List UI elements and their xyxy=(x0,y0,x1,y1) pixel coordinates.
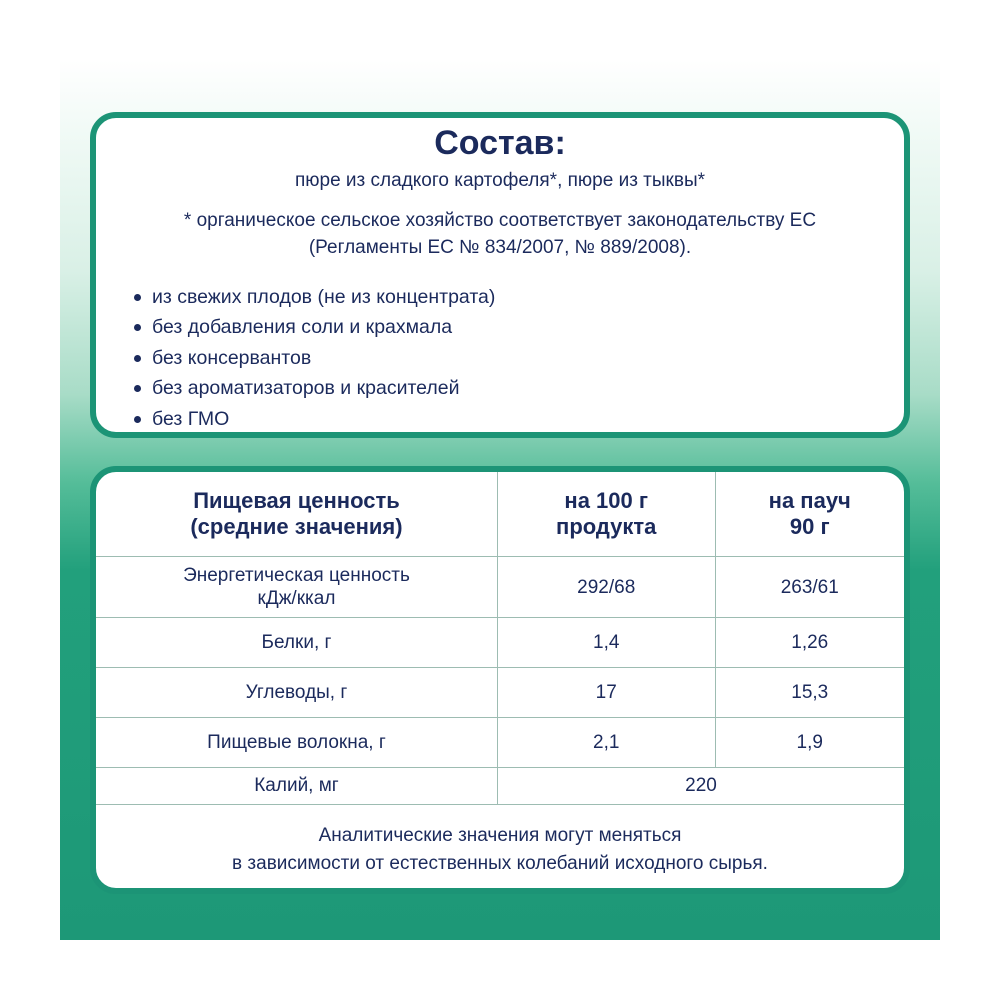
table-footer-line xyxy=(96,805,904,806)
feature-list xyxy=(134,282,495,435)
row-label: Калий, мг xyxy=(96,768,497,805)
bullet-icon xyxy=(134,416,141,423)
list-item: без консервантов xyxy=(134,343,495,374)
header-per-100g: на 100 г продукта xyxy=(497,472,715,557)
list-item: из свежих плодов (не из концентрата) xyxy=(134,282,495,313)
row-label: Белки, г xyxy=(96,618,497,668)
row-label: Энергетическая ценность кДж/ккал xyxy=(96,557,497,618)
table-row xyxy=(96,557,904,618)
value-per-100g: 17 xyxy=(497,668,715,718)
value-per-pouch: 1,26 xyxy=(715,618,904,668)
footnote-line-2: (Регламенты ЕС № 834/2007, № 889/2008). xyxy=(308,237,692,258)
analytical-note: Аналитические значения могут меняться в зависимости от естественных колебаний исходного сырья. xyxy=(232,825,768,874)
footnote-line-1: * органическое сельское хозяйство соответствует законодательству ЕС xyxy=(183,210,817,231)
table-row xyxy=(96,668,904,718)
composition-title: Состав: xyxy=(434,124,566,162)
row-label: Углеводы, г xyxy=(96,668,497,718)
list-item: без добавления соли и крахмала xyxy=(134,313,495,344)
table-row xyxy=(96,768,904,805)
header-per-pouch: на пауч 90 г xyxy=(715,472,904,557)
value-merged: 220 xyxy=(497,768,904,805)
nutrition-card xyxy=(90,466,910,894)
list-item: без ароматизаторов и красителей xyxy=(134,374,495,405)
value-per-100g: 1,4 xyxy=(497,618,715,668)
row-label: Пищевые волокна, г xyxy=(96,718,497,768)
bullet-icon xyxy=(134,355,141,362)
bullet-icon xyxy=(134,324,141,331)
value-per-pouch: 15,3 xyxy=(715,668,904,718)
list-item: без ГМО xyxy=(134,404,495,435)
table-header-row xyxy=(96,472,904,557)
composition-card xyxy=(90,112,910,438)
bullet-icon xyxy=(134,294,141,301)
table-row xyxy=(96,718,904,768)
value-per-pouch: 263/61 xyxy=(715,557,904,618)
value-per-100g: 2,1 xyxy=(497,718,715,768)
header-nutrition: Пищевая ценность (средние значения) xyxy=(190,488,403,539)
value-per-pouch: 1,9 xyxy=(715,718,904,768)
ingredients-text: пюре из сладкого картофеля*, пюре из тыквы* xyxy=(294,170,705,191)
nutrition-table xyxy=(96,472,904,805)
value-per-100g: 292/68 xyxy=(497,557,715,618)
table-row xyxy=(96,618,904,668)
bullet-icon xyxy=(134,385,141,392)
